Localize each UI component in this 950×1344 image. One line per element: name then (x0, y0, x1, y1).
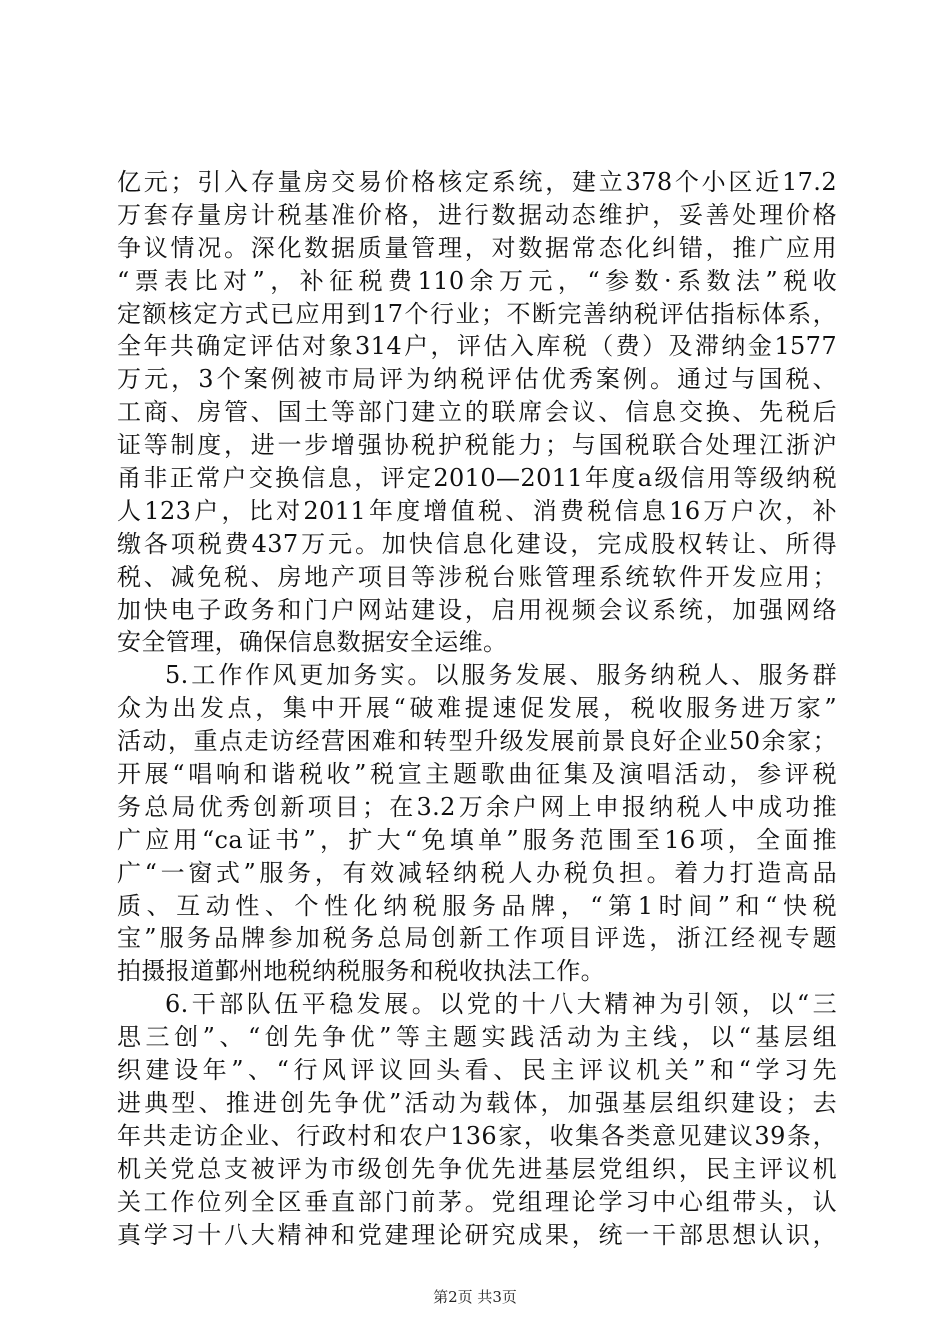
text-line: 甬非正常户交换信息，评定2010—2011年度a级信用等级纳税 (117, 464, 837, 493)
document-body (117, 166, 837, 1251)
text-line: 全年共确定评估对象314户，评估入库税（费）及滞纳金1577 (117, 332, 837, 361)
text-line: 关工作位列全区垂直部门前茅。党组理论学习中心组带头，认 (117, 1187, 837, 1216)
text-line: 思三创”、“创先争优”等主题实践活动为主线，以“基层组 (117, 1023, 837, 1052)
text-line: 税、减免税、房地产项目等涉税台账管理系统软件开发应用； (117, 562, 837, 591)
text-line: 万套存量房计税基准价格，进行数据动态维护，妥善处理价格 (117, 200, 837, 229)
text-line: 开展“唱响和谐税收”税宣主题歌曲征集及演唱活动，参评税 (117, 760, 837, 789)
text-line: 广“一窗式”服务，有效减轻纳税人办税负担。着力打造高品 (117, 858, 837, 887)
text-line: 年共走访企业、行政村和农户136家，收集各类意见建议39条， (117, 1121, 837, 1150)
text-line: 众为出发点，集中开展“破难提速促发展，税收服务进万家” (117, 694, 837, 723)
text-line: 真学习十八大精神和党建理论研究成果，统一干部思想认识， (117, 1220, 837, 1249)
text-line: 活动，重点走访经营困难和转型升级发展前景良好企业50余家； (117, 727, 837, 756)
text-line: 人123户，比对2011年度增值税、消费税信息16万户次，补 (117, 496, 837, 525)
text-line: 机关党总支被评为市级创先争优先进基层党组织，民主评议机 (117, 1154, 837, 1183)
text-line: 加快电子政务和门户网站建设，启用视频会议系统，加强网络 (117, 595, 837, 624)
text-line: 安全管理，确保信息数据安全运维。 (117, 628, 508, 657)
text-line: “票表比对”，补征税费110余万元，“参数·系数法”税收 (117, 266, 837, 295)
page-number-label: 第2页 共3页 (433, 1288, 517, 1306)
paragraph-start-line: 6.干部队伍平稳发展。以党的十八大精神为引领，以“三 (165, 990, 837, 1019)
text-line: 务总局优秀创新项目；在3.2万余户网上申报纳税人中成功推 (117, 792, 837, 821)
paragraph-start-line: 5.工作作风更加务实。以服务发展、服务纳税人、服务群 (165, 661, 837, 690)
text-line: 工商、房管、国土等部门建立的联席会议、信息交换、先税后 (117, 398, 837, 427)
page-footer (0, 1287, 950, 1307)
text-line: 亿元；引入存量房交易价格核定系统，建立378个小区近17.2 (117, 168, 837, 196)
text-line: 拍摄报道鄞州地税纳税服务和税收执法工作。 (117, 957, 605, 986)
text-line: 进典型、推进创先争优”活动为载体，加强基层组织建设；去 (117, 1088, 837, 1117)
text-line: 宝”服务品牌参加税务总局创新工作项目评选，浙江经视专题 (117, 924, 837, 953)
text-line: 争议情况。深化数据质量管理，对数据常态化纠错，推广应用 (117, 233, 837, 262)
text-line: 广应用“ca证书”，扩大“免填单”服务范围至16项，全面推 (117, 825, 837, 854)
text-line: 质、互动性、个性化纳税服务品牌，“第1时间”和“快税 (117, 891, 837, 920)
text-line: 万元，3个案例被市局评为纳税评估优秀案例。通过与国税、 (117, 365, 837, 394)
text-line: 定额核定方式已应用到17个行业；不断完善纳税评估指标体系， (117, 299, 837, 328)
text-line: 缴各项税费437万元。加快信息化建设，完成股权转让、所得 (117, 529, 837, 558)
text-line: 证等制度，进一步增强协税护税能力；与国税联合处理江浙沪 (117, 431, 837, 460)
text-line: 织建设年”、“行风评议回头看、民主评议机关”和“学习先 (117, 1056, 837, 1085)
